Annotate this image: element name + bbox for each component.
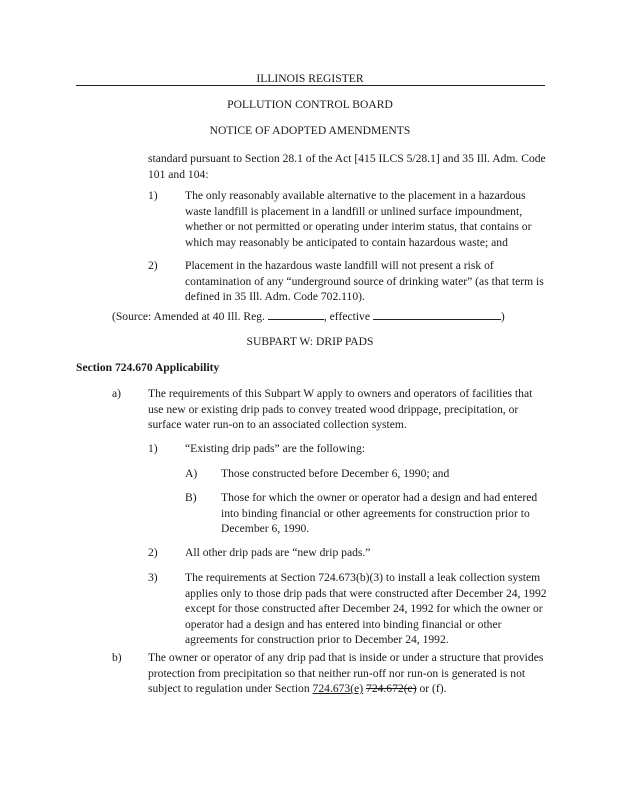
register-title: ILLINOIS REGISTER: [256, 72, 364, 85]
subsection-a-text: The requirements of this Subpart W apply to owners and operators of facilities that use new or existing drip pads to convey treated wood drippage, precipitation, or surface water run-on to an associated collection system.: [148, 387, 533, 432]
item-text: “Existing drip pads” are the following:: [185, 442, 365, 455]
subitem-text: Those constructed before December 6, 1990; and: [221, 467, 450, 480]
intro-item-text: The only reasonably available alternative to the placement in a hazardous waste landfill is placement in a landfill or unlined surface impoundment, whether or not permitted or operating under interim status, that contains or which may reasonably be anticipated to contain hazardous waste; and: [185, 189, 532, 249]
deleted-citation: 724.672(e): [366, 682, 417, 696]
intro-paragraph: standard pursuant to Section 28.1 of the Act [415 ILCS 5/28.1] and 35 Ill. Adm. Code 101 and 104:: [148, 152, 546, 181]
source-note: [112, 308, 552, 325]
source-suffix: ): [500, 310, 505, 323]
effective-blank: [373, 308, 501, 320]
item-text: All other drip pads are “new drip pads.”: [185, 546, 371, 559]
source-effective: , effective: [323, 310, 370, 323]
subsection-b-body: The owner or operator of any drip pad that is inside or under a structure that provides protection from precipitation so that neither run-off nor run-on is generated is not subject to regulation under Section: [148, 651, 544, 696]
subpart-heading: SUBPART W: DRIP PADS: [246, 335, 374, 348]
notice-title: NOTICE OF ADOPTED AMENDMENTS: [209, 124, 411, 137]
section-heading: Section 724.670 Applicability: [76, 361, 220, 374]
intro-item-label: 1): [148, 189, 158, 202]
subsection-b-tail: or (f).: [419, 682, 447, 696]
item-label: 1): [148, 442, 158, 455]
reg-blank: [268, 308, 324, 320]
subsection-a-label: a): [112, 387, 122, 400]
board-title: POLLUTION CONTROL BOARD: [227, 98, 393, 111]
subitem-text: Those for which the owner or operator had a design and had entered into binding financial or other agreements for construction prior to December 6, 1990.: [221, 491, 538, 536]
intro-item-text: Placement in the hazardous waste landfill will not present a risk of contamination of any “underground source of drinking water” (as that term is defined in 35 Ill. Adm. Code 702.110).: [185, 259, 544, 304]
item-text: The requirements at Section 724.673(b)(3) to install a leak collection system applies only to those drip pads that were constructed after December 24, 1992 except for those constructed after December 24, 1992 for which the owner or operator had a design and has entered into binding financial or other agreements for construction prior to December 24, 1992.: [185, 571, 547, 647]
subitem-label: A): [185, 467, 198, 480]
item-label: 2): [148, 546, 158, 559]
source-prefix: (Source: Amended at 40 Ill. Reg.: [112, 310, 265, 323]
subitem-label: B): [185, 491, 197, 504]
subsection-b-label: b): [112, 651, 122, 664]
inserted-citation: 724.673(e): [312, 682, 364, 696]
header-rule: [76, 85, 545, 86]
subsection-b-text: [148, 650, 550, 697]
item-label: 3): [148, 571, 158, 584]
intro-item-label: 2): [148, 259, 158, 272]
